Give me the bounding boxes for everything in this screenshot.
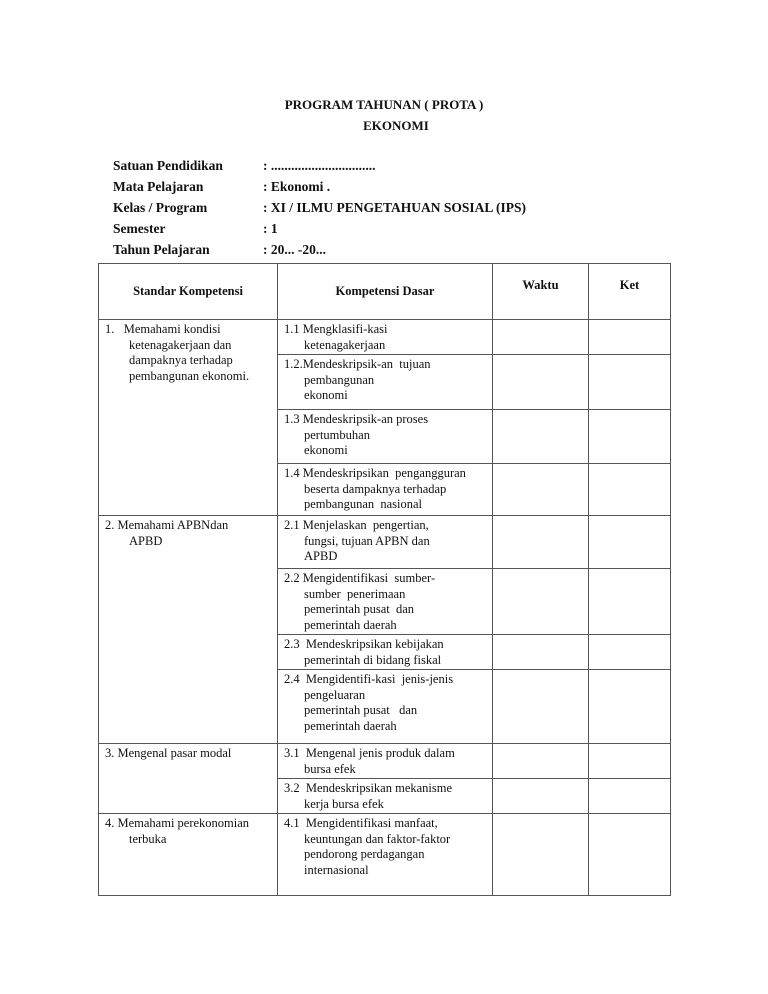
- header-kompetensi-dasar: Kompetensi Dasar: [278, 264, 493, 320]
- kd-line: pemerintah daerah: [304, 718, 397, 733]
- table-row: [99, 814, 671, 896]
- ket-cell: [589, 320, 671, 355]
- sk-line: 2. Memahami APBNdan: [105, 518, 229, 532]
- ket-cell: [589, 635, 671, 670]
- kompetensi-dasar-cell: [278, 744, 493, 779]
- kompetensi-dasar-cell: [278, 569, 493, 635]
- kd-line: ekonomi: [304, 443, 348, 457]
- standar-kompetensi-cell: [99, 744, 278, 814]
- kompetensi-dasar-cell: [278, 814, 493, 896]
- ket-cell: [589, 779, 671, 814]
- kd-line: 2.2 Mengidentifikasi sumber-: [284, 571, 436, 585]
- sk-line: 1. Memahami kondisi: [105, 322, 221, 336]
- kompetensi-dasar-cell: [278, 635, 493, 670]
- info-label: Satuan Pendidikan: [113, 158, 223, 173]
- waktu-cell: [493, 464, 589, 516]
- standar-kompetensi-cell: [99, 516, 278, 744]
- kd-line: 3.1 Mengenal jenis produk dalam: [284, 746, 455, 760]
- waktu-cell: [493, 779, 589, 814]
- ket-cell: [589, 670, 671, 744]
- kompetensi-dasar-cell: [278, 464, 493, 516]
- sk-line: pembangunan ekonomi.: [129, 368, 250, 383]
- kompetensi-dasar-cell: [278, 410, 493, 464]
- table-row: [99, 516, 671, 569]
- kd-line: pengeluaran: [304, 687, 366, 702]
- waktu-cell: [493, 320, 589, 355]
- kd-line: internasional: [304, 862, 369, 877]
- header-waktu: Waktu: [493, 264, 589, 320]
- kd-line: ketenagakerjaan: [304, 337, 386, 352]
- info-label: Kelas / Program: [113, 200, 208, 215]
- kd-line: 2.1 Menjelaskan pengertian,: [284, 518, 429, 532]
- kd-line: ekonomi: [304, 388, 348, 402]
- info-value: : 1: [263, 221, 278, 236]
- sk-line: terbuka: [129, 831, 167, 846]
- ket-cell: [589, 516, 671, 569]
- header-ket: Ket: [589, 264, 671, 320]
- sk-line: ketenagakerjaan dan: [129, 337, 232, 352]
- kd-line: 1.1 Mengklasifi-kasi: [284, 322, 388, 336]
- kd-line: pembangunan nasional: [304, 497, 423, 511]
- info-label: Tahun Pelajaran: [113, 242, 210, 257]
- waktu-cell: [493, 569, 589, 635]
- document-subject: EKONOMI: [363, 118, 429, 133]
- kd-line: pertumbuhan: [304, 427, 370, 442]
- kd-line: fungsi, tujuan APBN dan: [304, 533, 430, 548]
- kd-line: sumber penerimaan: [304, 586, 406, 601]
- waktu-cell: [493, 635, 589, 670]
- standar-kompetensi-cell: [99, 320, 278, 516]
- kd-line: 1.3 Mendeskripsik-an proses: [284, 412, 429, 426]
- kd-line: pemerintah daerah: [304, 617, 397, 632]
- info-value: : Ekonomi .: [263, 179, 331, 194]
- waktu-cell: [493, 670, 589, 744]
- table-header-row: [99, 264, 671, 320]
- ket-cell: [589, 744, 671, 779]
- kd-line: pembangunan: [304, 372, 375, 387]
- sk-line: APBD: [129, 533, 163, 548]
- info-label: Mata Pelajaran: [113, 179, 204, 194]
- ket-cell: [589, 814, 671, 896]
- info-value: : ...............................: [263, 158, 376, 173]
- kd-line: 3.2 Mendeskripsikan mekanisme: [284, 781, 453, 795]
- kd-line: pemerintah pusat dan: [304, 602, 415, 616]
- kd-line: pendorong perdagangan: [304, 847, 425, 861]
- table-row: [99, 744, 671, 779]
- prota-table: [98, 263, 671, 896]
- kompetensi-dasar-cell: [278, 670, 493, 744]
- sk-line: 3. Mengenal pasar modal: [105, 746, 232, 760]
- kd-line: beserta dampaknya terhadap: [304, 481, 447, 496]
- kd-line: 1.4 Mendeskripsikan pengangguran: [284, 466, 466, 480]
- kd-line: 2.4 Mengidentifi-kasi jenis-jenis: [284, 672, 454, 686]
- kd-line: pemerintah pusat dan: [304, 703, 418, 717]
- ket-cell: [589, 464, 671, 516]
- waktu-cell: [493, 744, 589, 779]
- kd-line: pemerintah di bidang fiskal: [304, 652, 442, 667]
- table-row: [99, 320, 671, 355]
- waktu-cell: [493, 516, 589, 569]
- kd-line: bursa efek: [304, 761, 356, 776]
- info-value: : 20... -20...: [263, 242, 326, 257]
- kd-line: 2.3 Mendeskripsikan kebijakan: [284, 637, 444, 651]
- ket-cell: [589, 569, 671, 635]
- kompetensi-dasar-cell: [278, 355, 493, 410]
- waktu-cell: [493, 355, 589, 410]
- sk-line: dampaknya terhadap: [129, 353, 233, 367]
- kd-line: keuntungan dan faktor-faktor: [304, 831, 451, 846]
- kompetensi-dasar-cell: [278, 516, 493, 569]
- kd-line: 4.1 Mengidentifikasi manfaat,: [284, 816, 438, 830]
- kompetensi-dasar-cell: [278, 779, 493, 814]
- kd-line: kerja bursa efek: [304, 796, 384, 811]
- document-title: PROGRAM TAHUNAN ( PROTA ): [284, 97, 484, 112]
- header-standar-kompetensi: Standar Kompetensi: [99, 264, 278, 320]
- ket-cell: [589, 355, 671, 410]
- info-label: Semester: [113, 221, 166, 236]
- waktu-cell: [493, 410, 589, 464]
- waktu-cell: [493, 814, 589, 896]
- ket-cell: [589, 410, 671, 464]
- info-value: : XI / ILMU PENGETAHUAN SOSIAL (IPS): [263, 200, 527, 215]
- standar-kompetensi-cell: [99, 814, 278, 896]
- kd-line: 1.2.Mendeskripsik-an tujuan: [284, 357, 431, 371]
- kompetensi-dasar-cell: [278, 320, 493, 355]
- sk-line: 4. Memahami perekonomian: [105, 816, 250, 830]
- kd-line: APBD: [304, 549, 338, 563]
